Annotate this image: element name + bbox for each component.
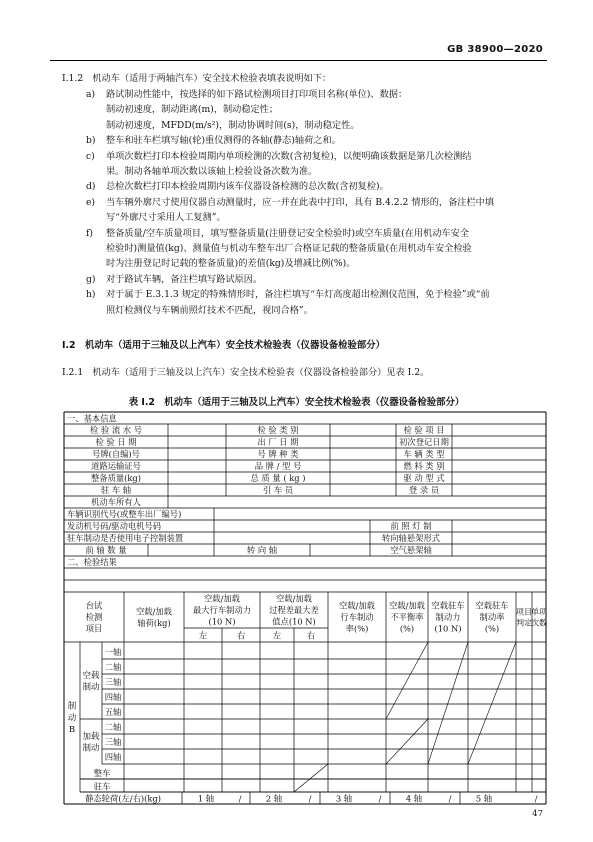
table-rule (428, 642, 468, 764)
section-i2-heading: I.2 机动车（适用于三轴及以上汽车）安全技术检验表（仪器设备检验部分） (62, 340, 385, 351)
list-item-line: 路试制动性能中，按选择的如下路试检测项目打印项目名称(单位)、数据： (106, 89, 408, 100)
col-judge-header: 判定 (516, 618, 532, 628)
basic-info-title: 一、基本信息 (67, 413, 117, 424)
static-axle-label: 3 轴 (335, 793, 353, 804)
steering-axle-label: 转 向 轴 (246, 545, 278, 555)
brake-group-label: B (68, 724, 76, 735)
col-unbal-header: 不平衡率 (390, 612, 424, 623)
col-item-header: 检测 (85, 612, 103, 623)
park-brake-label: 驻车制动是否使用电子控制装置 (67, 533, 184, 543)
col-count-header: 单项 (531, 607, 547, 617)
list-item-line: 整车和驻车栏填写轴(轮)重仪测得的各轴(静态)轴荷之和。 (106, 135, 341, 147)
field-label: 初次登记日期 (399, 437, 449, 447)
col-prate-header: 空载驻车 (475, 600, 509, 611)
col-item-header: 项目 (85, 623, 103, 634)
list-marker: g) (86, 273, 96, 285)
field-label: 号牌(自编)号 (92, 449, 140, 459)
empty-brake-label: 制动 (82, 682, 100, 693)
list-item-line: 检验时)测量值(kg)、测量值与机动车整车出厂合格证记载的整备质量(在用机动车安全检验 (106, 243, 472, 254)
col-rate-header: 率(%) (345, 623, 369, 634)
page-number: 47 (532, 809, 543, 819)
axle-label: 三轴 (104, 737, 122, 747)
list-item-line: 总检次数栏打印本检验周期内该车仪器设备检测的总次数(含初复检)。 (106, 181, 389, 193)
table-rule (386, 642, 428, 719)
col-judge-header: 项目 (516, 607, 532, 617)
headlamp-label: 前 照 灯 制 (390, 521, 432, 531)
static-axle-label: 5 轴 (475, 793, 493, 804)
vin-label: 车辆识别代号(或整车出厂编号) (67, 509, 182, 519)
col-item-header: 台试 (85, 600, 103, 611)
col-rate-header: 行车制动 (340, 612, 374, 623)
list-item-line: 对于属于 E.3.1.3 规定的特殊情形时，备注栏填写“车灯高度超出检测仪范围，免于检验”或“前 (106, 289, 490, 301)
static-slash: / (378, 793, 382, 804)
axle-label: 四轴 (104, 692, 122, 702)
section-i21-text: I.2.1 机动车（适用于三轴及以上汽车）安全技术检验表（仪器设备检验部分）见表 I.2。 (62, 367, 430, 378)
col-maxforce-header: (10 N) (208, 616, 236, 627)
field-label: 出 厂 日 期 (257, 437, 299, 447)
static-slash: / (308, 793, 312, 804)
right-header: 右 (236, 630, 246, 641)
static-axle-label: 2 轴 (265, 793, 283, 804)
field-label: 驻 车 轴 (100, 485, 132, 495)
list-marker: a) (86, 89, 96, 100)
list-marker: b) (86, 135, 96, 147)
steer-susp-label: 转向轴悬架形式 (381, 533, 441, 543)
list-marker: h) (86, 289, 96, 301)
axle-label: 五轴 (104, 707, 122, 717)
static-slash: / (448, 793, 452, 804)
table-rule (386, 719, 428, 764)
static-slash: / (534, 793, 538, 804)
col-diff-header: 空载/加载 (276, 593, 312, 604)
results-title: 二、检验结果 (67, 557, 117, 567)
field-label: 品 牌 / 型 号 (254, 461, 302, 471)
field-label: 整备质量(kg) (90, 473, 142, 483)
static-load-label: 静态轮荷(左/右)(kg) (85, 793, 161, 804)
static-axle-label: 4 轴 (405, 793, 423, 804)
brake-group-label: 制 (67, 701, 77, 712)
axle-label: 一轴 (104, 647, 122, 657)
col-rate-header: 空载/加载 (339, 600, 375, 611)
field-label: 车 辆 类 型 (403, 449, 445, 459)
parking-label: 驻车 (93, 781, 111, 792)
loaded-brake-label: 制动 (82, 743, 100, 754)
table-caption: 表 I.2 机动车（适用于三轴及以上汽车）安全技术检验表（仪器设备检验部分） (128, 397, 465, 408)
field-label: 检 验 流 水 号 (89, 425, 143, 435)
brake-group-label: 动 (67, 713, 77, 724)
standard-number: GB 38900—2020 (447, 44, 543, 55)
left-header: 左 (272, 630, 282, 641)
list-marker: e) (86, 196, 96, 208)
col-unbal-header: 空载/加载 (389, 600, 425, 611)
col-pforce-header: 空载驻车 (431, 600, 465, 611)
engine-label: 发动机号码/驱动电机号码 (67, 521, 162, 531)
left-header: 左 (198, 630, 208, 641)
front-axle-label: 前 轴 数 量 (85, 545, 127, 555)
table-rule (468, 642, 516, 764)
section-i12-heading: I.1.2 机动车（适用于两轴汽车）安全技术检验表填表说明如下： (62, 73, 332, 84)
col-prate-header: (%) (484, 623, 500, 634)
field-label: 燃 料 类 别 (403, 461, 445, 471)
list-item-line: 时为注册登记时记载的整备质量)的差值(kg)及增减比例(%)。 (106, 258, 356, 270)
col-maxforce-header: 空载/加载 (204, 593, 240, 604)
col-count-header: 次数 (531, 618, 547, 628)
field-label: 号 牌 种 类 (257, 449, 299, 459)
list-item-line: 当车辆外廓尺寸使用仪器自动测量时，应一并在此表中打印，具有 B.4.2.2 情形的，备注栏中填 (106, 196, 495, 208)
col-load-header: 轴荷(kg) (137, 617, 171, 628)
table-rule (294, 764, 328, 792)
field-label: 驱 动 型 式 (403, 473, 445, 483)
axle-label: 二轴 (104, 662, 122, 672)
list-item-line: 照灯检测仪与车辆前照灯技术不匹配，视同合格”。 (106, 304, 313, 316)
axle-label: 二轴 (104, 722, 122, 732)
loaded-brake-label: 加载 (82, 731, 100, 742)
col-pforce-header: 制动力 (435, 612, 461, 623)
list-item-line: 写“外廓尺寸采用人工复测”。 (106, 212, 226, 224)
field-label: 检 验 日 期 (95, 437, 137, 447)
field-label: 道路运输证号 (91, 461, 141, 471)
static-axle-label: 1 轴 (197, 793, 215, 804)
list-item-line: 对于路试车辆，备注栏填写路试原因。 (106, 273, 263, 285)
list-item-line: 整备质量/空车质量项目，填写整备质量(注册登记安全检验时)或空车质量(在用机动车安全 (106, 227, 469, 239)
col-diff-header: 过程差最大差 (269, 605, 319, 616)
whole-vehicle-label: 整车 (93, 768, 111, 778)
field-label: 登 录 员 (408, 485, 440, 495)
col-pforce-header: (10 N) (434, 623, 462, 634)
field-label: 检 验 项 目 (403, 425, 445, 435)
col-load-header: 空载/加载 (136, 606, 172, 617)
list-marker: f) (86, 227, 93, 239)
owner-label: 机动车所有人 (91, 497, 141, 507)
empty-brake-label: 空载 (82, 670, 100, 681)
list-item-line: 果。制动各轴单项次数以该轴上检验设备次数为准。 (106, 166, 318, 177)
col-maxforce-header: 最大行车制动力 (192, 605, 252, 616)
field-label: 引 车 员 (262, 485, 294, 495)
col-prate-header: 制动率 (479, 612, 505, 623)
list-item-line: 制动初速度，制动距离(m)，制动稳定性； (106, 104, 279, 116)
list-item-line: 制动初速度，MFDD(m/s²)，制动协调时间(s)，制动稳定性。 (106, 119, 360, 131)
right-header: 右 (306, 630, 316, 641)
air-susp-label: 空气悬架轴 (390, 545, 432, 555)
col-diff-header: 值点(10 N) (272, 616, 316, 627)
list-item-line: 单项次数栏打印本检验周期内单项检测的次数(含初复检)，以便明确该数据是第几次检测结 (106, 150, 472, 162)
field-label: 总 质 量 ( kg ) (250, 473, 306, 483)
static-slash: / (238, 793, 242, 804)
list-marker: d) (86, 181, 96, 193)
axle-label: 四轴 (104, 752, 122, 762)
axle-label: 三轴 (104, 677, 122, 687)
col-unbal-header: (%) (399, 623, 415, 634)
field-label: 检 验 类 别 (257, 425, 299, 435)
list-marker: c) (86, 150, 95, 162)
